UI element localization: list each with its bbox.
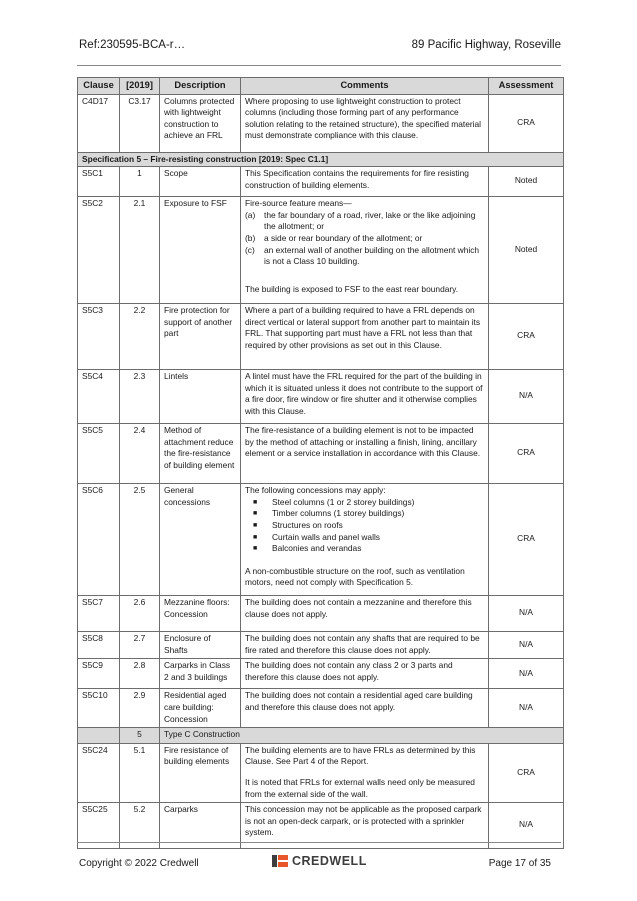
clause-cell: S5C1 xyxy=(78,167,120,197)
clause-cell: S5C4 xyxy=(78,370,120,424)
list-item xyxy=(245,210,484,233)
bullet-icon: ■ xyxy=(253,521,258,529)
ref-2019-cell: 5 xyxy=(120,728,160,744)
list-text: a side or rear boundary of the allotment; or xyxy=(264,232,423,243)
logo-text: CREDWELL xyxy=(292,854,367,868)
table-row xyxy=(78,370,564,424)
description-cell: Enclosure of Shafts xyxy=(160,632,241,659)
comment-text: It is noted that FRLs for external walls need only be measured from the external side of the wall. xyxy=(245,776,475,799)
comments-cell: The fire-resistance of a building element is not to be impacted by the method of attaching or installing a finish, lining, ancillary element or a service installation in accordance with this Clause. xyxy=(241,424,489,484)
description-cell: Mezzanine floors: Concession xyxy=(160,596,241,632)
ref-2019-cell: 2.8 xyxy=(120,659,160,689)
bullet-item xyxy=(245,543,484,555)
assessment-cell: N/A xyxy=(489,689,564,728)
table-row xyxy=(78,424,564,484)
clause-cell: S5C8 xyxy=(78,632,120,659)
bullet-item xyxy=(245,520,484,532)
table-row xyxy=(78,596,564,632)
list-marker: (c) xyxy=(245,244,255,255)
credwell-logo xyxy=(272,853,367,869)
ref-2019-cell: 2.5 xyxy=(120,484,160,596)
ref-2019-cell: 2.1 xyxy=(120,197,160,304)
comments-cell: This concession may not be applicable as the proposed carpark is not an open-deck carpark, or is protected with a sprinkler system. xyxy=(241,803,489,849)
header-divider xyxy=(77,65,561,66)
clause-cell: S5C9 xyxy=(78,659,120,689)
column-header: [2019] xyxy=(120,78,160,95)
description-cell: Carparks xyxy=(160,803,241,849)
list-marker: (a) xyxy=(245,209,256,220)
clause-cell: S5C25 xyxy=(78,803,120,849)
bullet-icon: ■ xyxy=(253,545,258,553)
assessment-cell: CRA xyxy=(489,94,564,152)
page-number: Page 17 of 35 xyxy=(488,858,551,869)
comments-cell xyxy=(241,743,489,802)
bullet-text: Balconies and verandas xyxy=(272,543,362,554)
comments-cell: Where proposing to use lightweight construction to protect columns (including those forming part of any performance solution relating to the retained structure), the specified material must demonstrate compliance with this clause. xyxy=(241,94,489,152)
assessment-cell: N/A xyxy=(489,596,564,632)
description-cell: Residential aged care building: Concession xyxy=(160,689,241,728)
bullet-text: Structures on roofs xyxy=(272,519,343,530)
assessment-cell: CRA xyxy=(489,484,564,596)
assessment-cell: CRA xyxy=(489,424,564,484)
comment-text: Fire-source feature means— xyxy=(245,198,352,209)
comments-cell xyxy=(241,484,489,596)
description-cell: Lintels xyxy=(160,370,241,424)
credwell-logo-icon xyxy=(272,853,288,869)
description-cell: General concessions xyxy=(160,484,241,596)
ref-2019-cell: C3.17 xyxy=(120,94,160,152)
bullet-text: Curtain walls and panel walls xyxy=(272,531,380,542)
section-heading: Specification 5 – Fire-resisting construction [2019: Spec C1.1] xyxy=(78,152,564,167)
table-header-row xyxy=(78,78,564,95)
comments-cell: The building does not contain a residential aged care building and therefore this clause does not apply. xyxy=(241,689,489,728)
comments-cell: The building does not contain a mezzanine and therefore this clause does not apply. xyxy=(241,596,489,632)
table-row xyxy=(78,659,564,689)
assessment-table xyxy=(77,77,564,849)
bullet-item xyxy=(245,532,484,544)
bullet-text: Timber columns (1 storey buildings) xyxy=(272,508,405,519)
subsection-title: Type C Construction xyxy=(160,728,564,744)
assessment-cell: Noted xyxy=(489,197,564,304)
list-item xyxy=(245,233,484,245)
description-cell: Fire resistance of building elements xyxy=(160,743,241,802)
table-row xyxy=(78,167,564,197)
list-marker: (b) xyxy=(245,232,256,243)
comment-text: The building is exposed to FSF to the east rear boundary. xyxy=(245,283,459,294)
assessment-cell: N/A xyxy=(489,632,564,659)
assessment-cell: N/A xyxy=(489,803,564,849)
ref-2019-cell: 2.7 xyxy=(120,632,160,659)
table-row xyxy=(78,304,564,370)
comments-cell: A lintel must have the FRL required for the part of the building in which it is situated unless it does not contribute to the support of a fire door, fire window or fire shutter and it otherwise complies with this Clause. xyxy=(241,370,489,424)
comment-text: A non-combustible structure on the roof, such as ventilation motors, need not comply with Specification 5. xyxy=(245,565,465,588)
comments-cell: The building does not contain any class 2 or 3 parts and therefore this clause does not apply. xyxy=(241,659,489,689)
assessment-cell: N/A xyxy=(489,659,564,689)
ref-2019-cell: 5.1 xyxy=(120,743,160,802)
clause-cell: S5C10 xyxy=(78,689,120,728)
ref-2019-cell: 2.2 xyxy=(120,304,160,370)
clause-cell: S5C2 xyxy=(78,197,120,304)
description-cell: Exposure to FSF xyxy=(160,197,241,304)
footer-divider xyxy=(77,842,561,843)
table-row xyxy=(78,689,564,728)
table-row xyxy=(78,484,564,596)
table-row xyxy=(78,94,564,152)
section-heading-row xyxy=(78,152,564,167)
list-text: the far boundary of a road, river, lake or the like adjoining the allotment; or xyxy=(264,209,476,232)
bullet-text: Steel columns (1 or 2 storey buildings) xyxy=(272,496,415,507)
bullet-icon: ■ xyxy=(253,498,258,506)
table-row xyxy=(78,632,564,659)
comment-text: The building elements are to have FRLs as determined by this Clause. See Part 4 of the Report. xyxy=(245,744,476,767)
table-row xyxy=(78,743,564,802)
description-cell: Carparks in Class 2 and 3 buildings xyxy=(160,659,241,689)
table-row xyxy=(78,197,564,304)
bullet-icon: ■ xyxy=(253,533,258,541)
clause-cell: S5C7 xyxy=(78,596,120,632)
assessment-cell: CRA xyxy=(489,743,564,802)
ref-2019-cell: 2.3 xyxy=(120,370,160,424)
subsection-row xyxy=(78,728,564,744)
column-header: Description xyxy=(160,78,241,95)
ref-2019-cell: 5.2 xyxy=(120,803,160,849)
copyright-text: Copyright © 2022 Credwell xyxy=(79,858,199,869)
description-cell: Columns protected with lightweight construction to achieve an FRL xyxy=(160,94,241,152)
description-cell: Fire protection for support of another part xyxy=(160,304,241,370)
ref-2019-cell: 2.4 xyxy=(120,424,160,484)
clause-cell: S5C6 xyxy=(78,484,120,596)
clause-cell: S5C5 xyxy=(78,424,120,484)
bullet-item xyxy=(245,497,484,509)
comments-cell xyxy=(241,197,489,304)
clause-cell: S5C24 xyxy=(78,743,120,802)
column-header: Comments xyxy=(241,78,489,95)
list-item xyxy=(245,245,484,268)
clause-cell: C4D17 xyxy=(78,94,120,152)
comments-cell: The building does not contain any shafts that are required to be fire rated and therefore this clause does not apply. xyxy=(241,632,489,659)
clause-cell: S5C3 xyxy=(78,304,120,370)
bullet-icon: ■ xyxy=(253,510,258,518)
assessment-cell: CRA xyxy=(489,304,564,370)
comments-cell: This Specification contains the requirements for fire resisting construction of building elements. xyxy=(241,167,489,197)
project-address: 89 Pacific Highway, Roseville xyxy=(411,39,561,51)
column-header: Clause xyxy=(78,78,120,95)
comment-text: The following concessions may apply: xyxy=(245,485,386,496)
ref-2019-cell: 2.6 xyxy=(120,596,160,632)
list-text: an external wall of another building on the allotment which is not a Class 10 building. xyxy=(264,244,480,267)
ref-2019-cell: 1 xyxy=(120,167,160,197)
bullet-item xyxy=(245,508,484,520)
clause-cell xyxy=(78,728,120,744)
assessment-cell: N/A xyxy=(489,370,564,424)
assessment-cell: Noted xyxy=(489,167,564,197)
description-cell: Scope xyxy=(160,167,241,197)
column-header: Assessment xyxy=(489,78,564,95)
description-cell: Method of attachment reduce the fire-resistance of building element xyxy=(160,424,241,484)
document-reference: Ref:230595-BCA-r… xyxy=(79,39,186,51)
comments-cell: Where a part of a building required to have a FRL depends on direct vertical or lateral support from another part to maintain its FRL. That supporting part must have a FRL not less than that required by other provisions as set out in this Clause. xyxy=(241,304,489,370)
ref-2019-cell: 2.9 xyxy=(120,689,160,728)
